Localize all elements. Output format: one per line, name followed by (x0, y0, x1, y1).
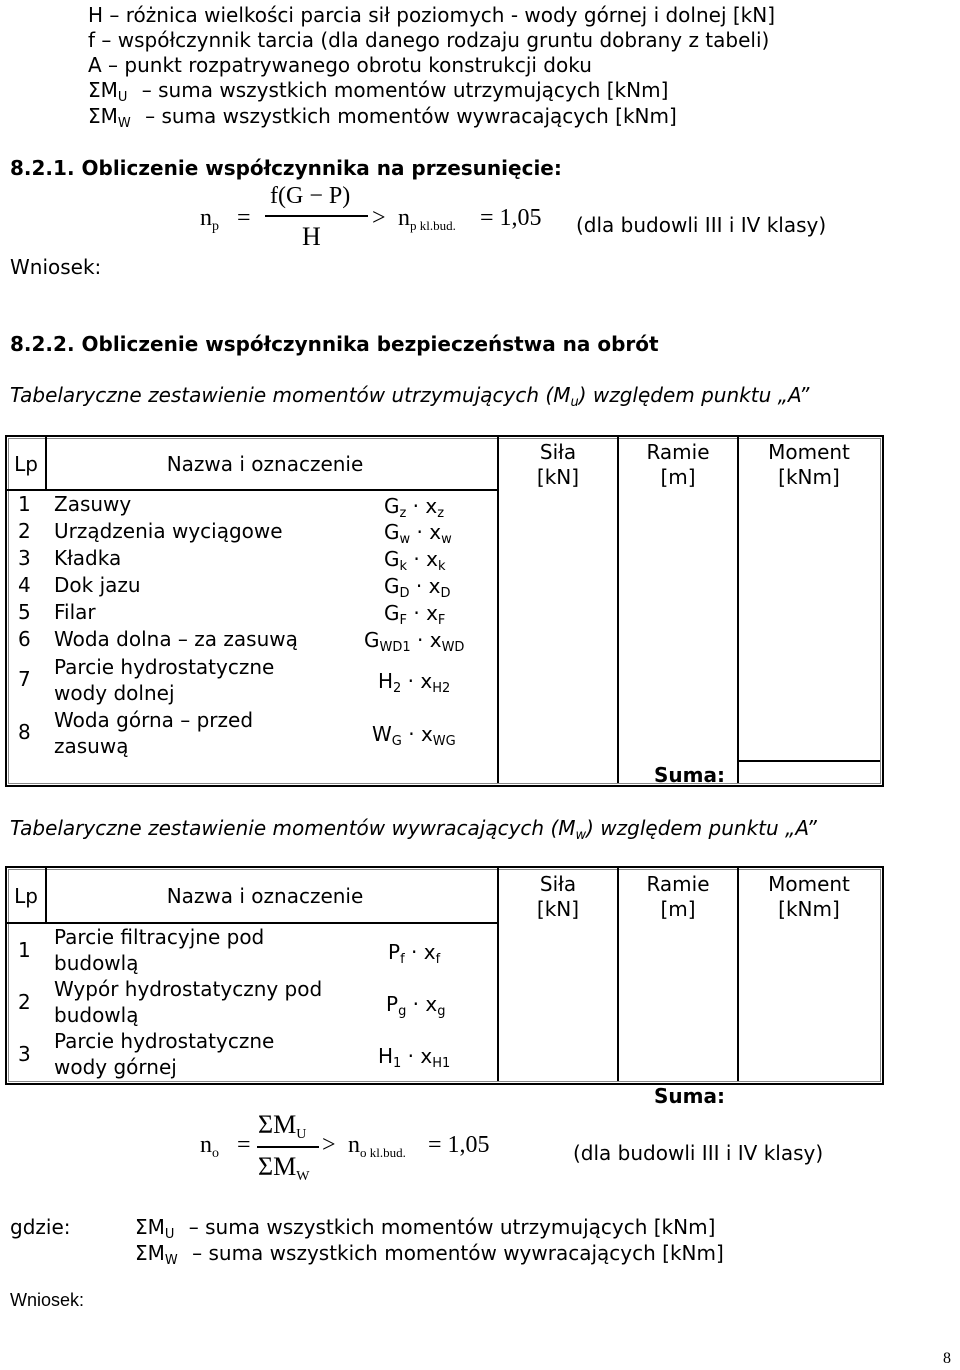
t1-header-lp: Lp (14, 452, 38, 476)
formula-np-note: (dla budowli III i IV klasy) (576, 213, 827, 237)
table-row-name-cont: budowlą (54, 951, 139, 975)
caption-overturning: Tabelaryczne zestawienie momentów wywracających $(M_w)$ względem punktu „A” (10, 816, 817, 843)
table-row-lp: 5 (18, 600, 31, 624)
formula-no-note: (dla budowli III i IV klasy) (573, 1141, 824, 1165)
formula-no-eq: = (237, 1132, 251, 1158)
formula-np-gt: > (372, 205, 386, 231)
table-row-name: Wypór hydrostatyczny pod (54, 977, 323, 1001)
caption-retaining: Tabelaryczne zestawienie momentów utrzymujących $(M_u)$ względem punktu „A” (10, 383, 810, 410)
formula-no-fraction-bar (257, 1146, 319, 1148)
formula-np-value: = 1,05 (480, 205, 542, 231)
table-row-name: Zasuwy (54, 492, 132, 516)
table-row-name-cont: budowlą (54, 1003, 139, 1027)
table-row-lp: 3 (18, 1042, 31, 1066)
table-row-formula: $G_D \cdot x_D$ (384, 574, 451, 601)
formula-no-denominator: ΣMW (258, 1152, 310, 1184)
t1-header-force: Siła [kN] (536, 440, 580, 489)
wniosek-label-1: Wniosek: (10, 255, 102, 279)
t1-header-arm: Ramie [m] (646, 440, 710, 489)
table-row-formula: $G_{WD1} \cdot x_{WD}$ (364, 628, 465, 655)
formula-np-denominator: H (302, 222, 321, 251)
table-row-name-cont: wody górnej (54, 1055, 177, 1079)
formula-np-rhs: $n_{p kl.bud.}$ (398, 205, 456, 233)
t2-sum-label: Suma: (654, 1084, 725, 1108)
table-row-formula: $H_1 \cdot x_{H1}$ (378, 1044, 451, 1071)
table-row-lp: 7 (18, 667, 31, 691)
table-row-formula: $G_F \cdot x_F$ (384, 601, 446, 628)
table-row-formula: $G_z \cdot x_z$ (384, 494, 445, 521)
formula-np-lhs: $n_p$ (200, 205, 219, 234)
definition-h: H – różnica wielkości parcia sił poziomych - wody górnej i dolnej [kN] (88, 3, 776, 27)
t2-header-lp: Lp (14, 884, 38, 908)
t2-header-moment: Moment [kNm] (768, 872, 850, 921)
table-row-name: Woda górna – przed (54, 708, 254, 732)
table-row-name: Urządzenia wyciągowe (54, 519, 283, 543)
t2-header-arm: Ramie [m] (646, 872, 710, 921)
table-row-lp: 2 (18, 519, 31, 543)
gdzie-sum-mw: $\Sigma M_W$ – suma wszystkich momentów wywracających [kNm] (135, 1241, 724, 1268)
table-row-formula: $G_w \cdot x_w$ (384, 520, 452, 547)
page-number: 8 (943, 1350, 951, 1367)
table-row-name: Parcie filtracyjne pod (54, 925, 265, 949)
table-row-lp: 8 (18, 720, 31, 744)
formula-np-eq: = (237, 205, 251, 231)
table-row-lp: 6 (18, 627, 31, 651)
table-row-formula: $P_f \cdot x_f$ (388, 940, 441, 967)
table-row-formula: $G_k \cdot x_k$ (384, 547, 446, 574)
formula-no-gt: > (322, 1132, 336, 1158)
table-row-name-cont: wody dolnej (54, 681, 175, 705)
table-row-name: Parcie hydrostatyczne (54, 655, 275, 679)
t1-sum-label: Suma: (654, 763, 725, 787)
formula-no-numerator: ΣMU (258, 1110, 307, 1142)
formula-np-fraction-bar (265, 215, 368, 217)
table-row-lp: 4 (18, 573, 31, 597)
table-row-lp: 3 (18, 546, 31, 570)
formula-no-rhs: $n_{o kl.bud.}$ (348, 1132, 406, 1160)
t2-header-name: Nazwa i oznaczenie (166, 884, 364, 908)
section-title-rotation: 8.2.2. Obliczenie współczynnika bezpieczeństwa na obrót (10, 332, 659, 356)
definition-sum-mw: $\Sigma M_W$ – suma wszystkich momentów wywracających [kNm] (88, 104, 677, 131)
table-row-name: Parcie hydrostatyczne (54, 1029, 275, 1053)
table-row-lp: 2 (18, 990, 31, 1014)
definition-sum-mu: $\Sigma M_U$ – suma wszystkich momentów utrzymujących [kNm] (88, 78, 669, 105)
t1-header-moment: Moment [kNm] (768, 440, 850, 489)
formula-no-lhs: $n_o$ (200, 1132, 219, 1161)
table-row-name-cont: zasuwą (54, 734, 129, 758)
gdzie-label: gdzie: (10, 1215, 71, 1239)
formula-np-numerator: f(G − P) (270, 183, 351, 209)
t2-header-force: Siła [kN] (536, 872, 580, 921)
t1-header-name: Nazwa i oznaczenie (166, 452, 364, 476)
gdzie-sum-mu: $\Sigma M_U$ – suma wszystkich momentów utrzymujących [kNm] (135, 1215, 716, 1242)
table-row-formula: $P_g \cdot x_g$ (386, 992, 446, 1019)
wniosek-label-2: Wniosek: (10, 1290, 85, 1310)
table-row-name: Woda dolna – za zasuwą (54, 627, 298, 651)
section-title-shift: 8.2.1. Obliczenie współczynnika na przesunięcie: (10, 156, 562, 180)
table-row-name: Dok jazu (54, 573, 141, 597)
table-row-formula: $H_2 \cdot x_{H2}$ (378, 669, 451, 696)
formula-no-value: = 1,05 (428, 1132, 490, 1158)
table-row-lp: 1 (18, 492, 31, 516)
table-row-name: Kładka (54, 546, 122, 570)
table-row-name: Filar (54, 600, 96, 624)
definition-f: f – współczynnik tarcia (dla danego rodzaju gruntu dobrany z tabeli) (88, 28, 770, 52)
definition-a: A – punkt rozpatrywanego obrotu konstrukcji doku (88, 53, 592, 77)
table-row-lp: 1 (18, 938, 31, 962)
table-row-formula: $W_G \cdot x_{WG}$ (372, 722, 456, 749)
